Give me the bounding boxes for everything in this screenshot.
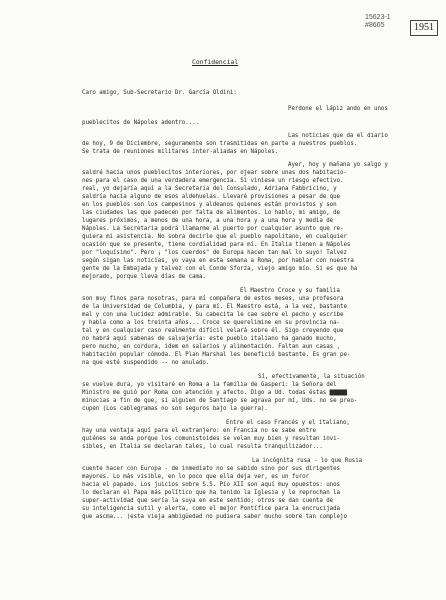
letter-line: hay una ventaja aquí para el extranjero: en Francia no se sabe entre [82, 428, 316, 434]
letter-line: minucias a fin de que, si alguien de Santiago se agrava por mí, Uds. no se preo- [82, 398, 358, 404]
letter-line: Ayer, hoy y mañana yo salgo y [288, 162, 388, 168]
letter-line: mal y con una lucidez admirable. Su cabecita le cae sobre el pecho y escribe [82, 312, 344, 318]
letter-line: de hoy, 9 de Diciembre, seguramente son trasmitidas en parte a nuestros pueblos. [82, 141, 358, 147]
document-title: Confidencial [192, 58, 239, 66]
letter-line: Perdone el lápiz ando en unos [288, 106, 388, 112]
letter-line: Ministro me guió por Roma con atención y afecto. Digo a Ud. todas éstas ▇▇▇▇▇ [82, 390, 347, 396]
letter-line: Nápoles. La Secretaria podrá llamarme al puerto por cualquier asunto que re- [82, 226, 344, 232]
letter-line: de la Universidad de Columbia, y para mí. El Maestro está, a la vez, bastante [82, 304, 347, 310]
letter-line: pero mucho, en cordura, idem en salarios y alimentación. Faltan aun casas , [82, 344, 341, 350]
letter-line: nes para el caso de una verdadera emergencia. Si viniese un riesgo efectivo. [82, 178, 344, 184]
letter-line: hacia el papado. Los juicios sobre S.S. Pío XII son aquí muy opuestos: unos [82, 482, 341, 488]
letter-line: ocasión que se presente, tiene cordialidad para mí. En Italia tienen a Nápoles [82, 242, 351, 248]
letter-line: Se trata de reuniones militares inter-aliadas en Nápoles. [82, 149, 279, 155]
letter-line: quiénes se anda porque los comunistoides se velan muy bien y resultan invi- [82, 436, 341, 442]
letter-line: Las noticias que da el diario [288, 133, 388, 139]
archive-number: 15623-1 [365, 14, 391, 21]
letter-line: Caro amigo, Sub-Secretario Dr. García Oldini: [82, 90, 237, 96]
letter-line: habitación popular cómoda. El Plan Marshal les benefició bastante. Es gran pe- [82, 352, 351, 358]
letter-line: na que esté suspendido -- no anulado. [82, 360, 210, 366]
letter-line: son muy finos para nosotras, para mí compañera de estos meses, una profesora [82, 296, 344, 302]
letter-line: tal y en cualquier caso realmente difícil velará sobre él. Sigo creyendo que [82, 328, 344, 334]
letter-line: super-actividad que sería la suya en este sentido; otros se dan cuenta de [82, 498, 334, 504]
letter-line: pueblecitos de Nápoles adentro.... [82, 120, 199, 126]
letter-line: las ciudades las que padecen por falta de alimentos. Lo hablo, mi amigo, de [82, 210, 341, 216]
letter-line: La incógnita rusa - lo que Rusia [252, 458, 363, 464]
letter-line: que ascma... (esta vieja ambigüedad no pudiera saber mucho sobre tan complejo [82, 514, 347, 520]
letter-line: saldré hacia unos pueblecitos interiores, por ojear sobre unas dos habitacio- [82, 170, 347, 176]
archive-sub-number: #8665 [365, 22, 385, 29]
letter-line: El Maestro Croce y su familia [240, 288, 340, 294]
letter-line: gente de la Embajada y talvez con el Conde Sforza, viejo amigo mío. Si es que ha [82, 266, 358, 272]
letter-line: en los pueblos son los campesinos y aldeanos quienes están provistos y son [82, 202, 337, 208]
letter-line: no habrá aquí sabenas de salvajería: este pueblo italiano ha ganado mucho, [82, 336, 337, 342]
letter-line: sibles, en Italia se declaran tales, lo cual resulta tranquilizador... [82, 444, 323, 450]
letter-line: real, yo dejaría aquí a la Secretaria del Consulado, Adriana Fabbricino, y [82, 186, 337, 192]
letter-line: Entre el caso Francés y el italiano, [226, 420, 350, 426]
letter-line: saldría hacia alguno de esos aldehuelas. Llevaré provisiones a pesar de que [82, 194, 341, 200]
letter-line: cupen (Los cablegramas no son seguros bajo la guerra). [82, 406, 268, 412]
letter-line: lugares próximos, a menos de una hora, a una hora y a una hora y media de [82, 218, 334, 224]
letter-line: mayores. Lo más visible, en lo poco que ella deja ver, es un furor [82, 474, 310, 480]
letter-line: mejorado, porque lleva días de cama. [82, 274, 206, 280]
letter-line: quiera mi asistencia. No sobra decirle que el pueblo napolitano, en cualquier [82, 234, 347, 240]
letter-line: según sigan las noticias, yo vaya en esta semana a Roma, por hablar con nuestra [82, 258, 354, 264]
letter-line: por "loquísimo". Pero ¡ "los cuerdos" de Europa hacen tan mal lo suyo! Talvez [82, 250, 347, 256]
letter-line: se vuelve dura, yo visitaré en Roma a la familia de Gasperi: la Señora del [82, 382, 337, 388]
archive-stamp [365, 14, 391, 30]
letter-line: lo declaran el Papa más político que ha tenido la Iglesia y le reprochan la [82, 490, 341, 496]
year-box: 1951 [410, 20, 438, 36]
letter-line: Sí, efectivamente, la situación [258, 374, 365, 380]
letter-line: su inteligencia sutil y alerta, como el mejor Pontífice para la encrucijada [82, 506, 341, 512]
letter-line: y habla como a los treinta años... Croce se querelimine en su provincia na- [82, 320, 341, 326]
letter-line: cuente hacer con Europa - de inmediato no se sabido sino por sus dirigentes [82, 466, 341, 472]
